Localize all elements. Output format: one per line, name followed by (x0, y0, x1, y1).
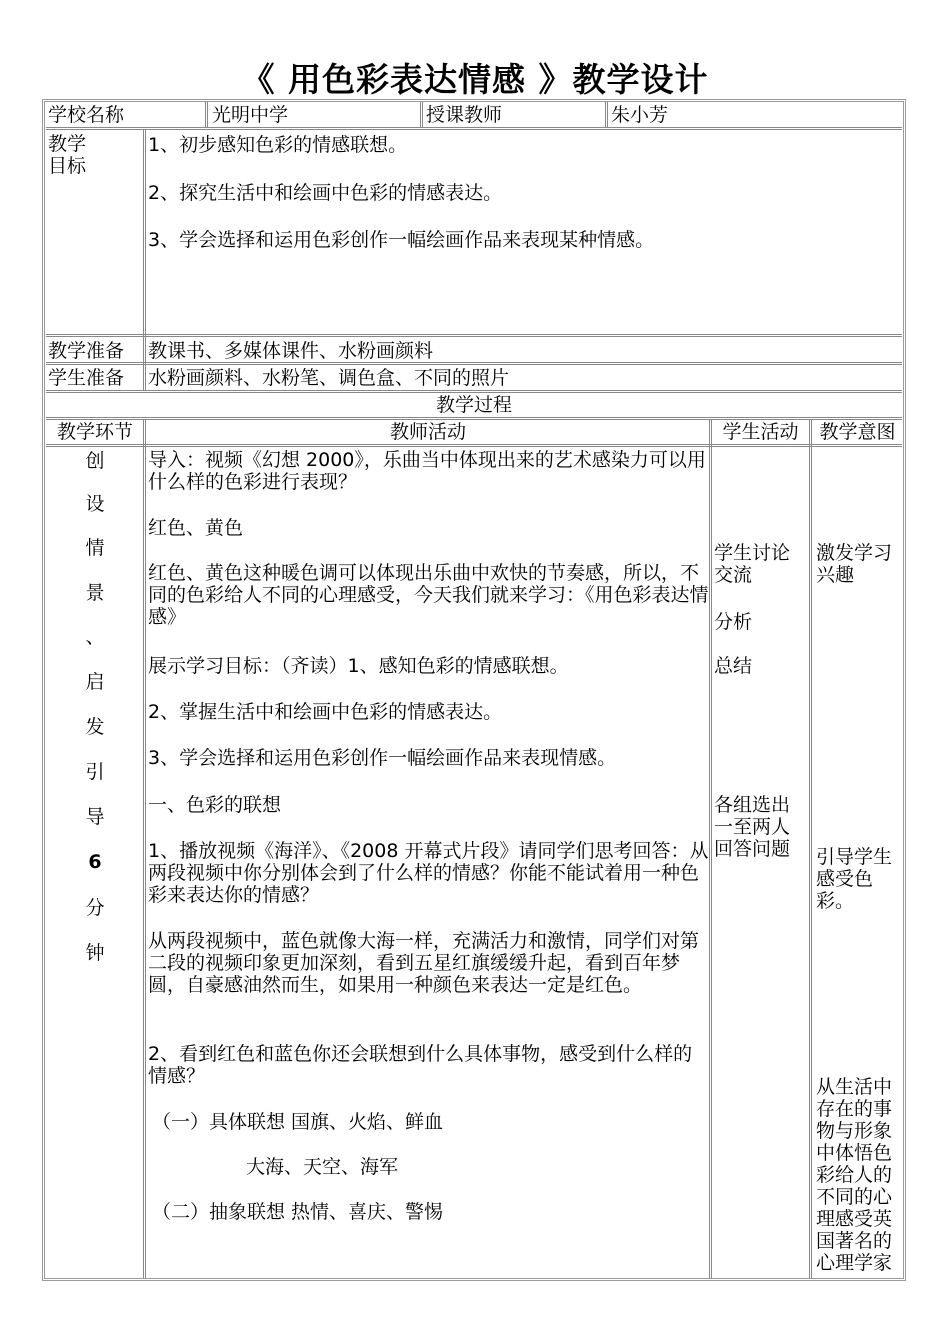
goal-item: 1、初步感知色彩的情感联想。 (148, 134, 408, 156)
stage-char: 设 (85, 493, 105, 515)
teacher-paragraph: 红色、黄色 (148, 517, 244, 539)
teacher-paragraph: （二）抽象联想 热情、喜庆、警惕 (152, 1201, 444, 1223)
row-divider (46, 362, 902, 365)
teacher-paragraph: （一）具体联想 国旗、火焰、鲜血 (152, 1111, 444, 1133)
row-divider (46, 390, 902, 393)
goals-label-line2: 目标 (48, 155, 87, 177)
teacher-paragraph: 红色、黄色这种暖色调可以体现出乐曲中欢快的节奏感，所以，不同的色彩给人不同的心理感受，今天我们就来学习：《用色彩表达情感》 (148, 562, 709, 628)
student-prep-label: 学生准备 (48, 367, 125, 389)
stage-char: 引 (85, 761, 105, 783)
stage-char: 启 (85, 671, 105, 693)
stage-char: 景 (85, 582, 105, 604)
process-title: 教学过程 (435, 394, 512, 416)
teacher-prep-label: 教学准备 (48, 340, 125, 362)
teacher-paragraph: 展示学习目标：（齐读）1、感知色彩的情感联想。 (148, 655, 569, 677)
row-divider (46, 127, 902, 130)
teacher-paragraph: 从两段视频中，蓝色就像大海一样，充满活力和激情，同学们对第二段的视频印象更加深刻，看到五星红旗缓缓升起，看到百年梦圆，自豪感油然而生，如果用一种颜色来表达一定是红色。 (148, 930, 700, 996)
teacher-prep-value: 教课书、多媒体课件、水粉画颜料 (148, 340, 434, 362)
teacher-paragraph: 一、色彩的联想 (148, 794, 282, 816)
row-divider (46, 417, 902, 420)
teacher-paragraph: 大海、天空、海军 (246, 1156, 399, 1178)
stage-char: 发 (85, 716, 105, 738)
teacher-paragraph: 3、学会选择和运用色彩创作一幅绘画作品来表现情感。 (148, 747, 617, 769)
col-header-student: 学生活动 (722, 421, 799, 443)
goals-label-line1: 教学 (48, 133, 87, 155)
col-divider (205, 102, 208, 128)
stage-char: 6 (88, 851, 102, 873)
teacher-paragraph: 2、掌握生活中和绘画中色彩的情感表达。 (148, 701, 503, 723)
school-value: 光明中学 (212, 104, 289, 126)
col-header-stage: 教学环节 (56, 421, 133, 443)
teacher-paragraph: 导入：视频《幻想 2000》，乐曲当中体现出来的艺术感染力可以用什么样的色彩进行表现？ (148, 449, 706, 493)
school-label: 学校名称 (48, 104, 125, 126)
student-activity: 分析 (714, 611, 753, 633)
student-prep-value: 水粉画颜料、水粉笔、调色盒、不同的照片 (148, 367, 510, 389)
teaching-intent: 引导学生感受色彩。 (816, 846, 893, 912)
student-activity: 学生讨论交流 (714, 542, 791, 586)
teaching-intent: 激发学习兴趣 (816, 542, 893, 586)
row-divider (46, 334, 902, 337)
stage-char: 导 (85, 806, 105, 828)
student-activity: 各组选出一至两人回答问题 (714, 794, 791, 860)
teacher-value: 朱小芳 (611, 104, 669, 126)
stage-char: 钟 (85, 942, 105, 964)
col-divider (420, 102, 423, 128)
col-header-teacher: 教师活动 (389, 421, 466, 443)
goal-item: 3、学会选择和运用色彩创作一幅绘画作品来表现某种情感。 (148, 229, 655, 251)
col-header-intent: 教学意图 (819, 421, 896, 443)
lesson-table (42, 99, 906, 1281)
stage-char: 、 (85, 626, 105, 648)
stage-char: 情 (85, 537, 105, 559)
stage-char: 创 (85, 450, 105, 472)
goal-item: 2、探究生活中和绘画中色彩的情感表达。 (148, 182, 503, 204)
col-divider (605, 102, 608, 128)
teaching-intent: 从生活中存在的事物与形象中体悟色彩给人的不同的心理感受英国著名的心理学家 (816, 1076, 893, 1274)
col-divider (143, 129, 146, 391)
teacher-paragraph: 2、看到红色和蓝色你还会联想到什么具体事物，感受到什么样的情感？ (148, 1043, 693, 1087)
teacher-paragraph: 1、播放视频《海洋》、《2008 开幕式片段》请同学们思考回答：从两段视频中你分别体会到了什么样的情感？你能不能试着用一种色彩来表达你的情感？ (148, 840, 709, 906)
col-divider (809, 419, 812, 1278)
student-activity: 总结 (714, 655, 753, 677)
stage-char: 分 (85, 897, 105, 919)
teacher-label: 授课教师 (426, 104, 503, 126)
row-divider (46, 444, 902, 447)
document-title: 《 用色彩表达情感 》教学设计 (241, 60, 709, 99)
